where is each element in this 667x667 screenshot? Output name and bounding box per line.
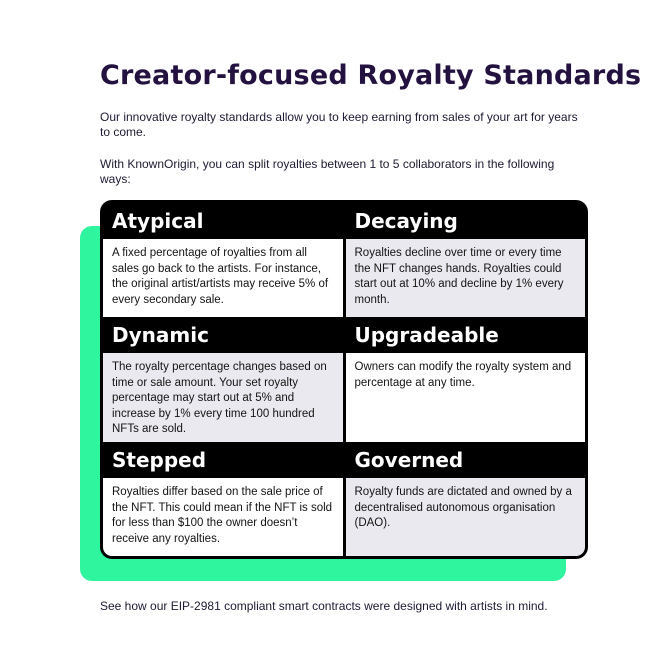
standard-heading-upgradeable: Upgradeable [346, 317, 586, 353]
standard-heading-atypical: Atypical [103, 203, 343, 239]
standard-heading-governed: Governed [346, 442, 586, 478]
page-title: Creator-focused Royalty Standards [100, 60, 642, 91]
standard-description-stepped: Royalties differ based on the sale price of the NFT. This could mean if the NFT is sold for less than $100 the owner doesn’t receive any royalties. [103, 478, 343, 556]
standard-heading-stepped: Stepped [103, 442, 343, 478]
standard-heading-decaying: Decaying [346, 203, 586, 239]
footer-note: See how our EIP-2981 compliant smart contracts were designed with artists in mind. [100, 599, 548, 613]
standard-description-decaying: Royalties decline over time or every time the NFT changes hands. Royalties could start out at 10% and decline by 1% every month. [346, 239, 586, 317]
standard-description-dynamic: The royalty percentage changes based on time or sale amount. Your set royalty percentage may start out at 5% and increase by 1% every time 100 hundred NFTs are sold. [103, 353, 343, 442]
royalty-standards-grid [100, 200, 588, 559]
standard-heading-dynamic: Dynamic [103, 317, 343, 353]
standard-description-atypical: A fixed percentage of royalties from all sales go back to the artists. For instance, the original artist/artists may receive 5% of every secondary sale. [103, 239, 343, 317]
intro-paragraph: Our innovative royalty standards allow you to keep earning from sales of your art for years to come. [100, 110, 578, 139]
split-paragraph: With KnownOrigin, you can split royalties between 1 to 5 collaborators in the following ways: [100, 157, 555, 186]
standard-description-upgradeable: Owners can modify the royalty system and percentage at any time. [346, 353, 586, 442]
standard-description-governed: Royalty funds are dictated and owned by a decentralised autonomous organisation (DAO). [346, 478, 586, 556]
